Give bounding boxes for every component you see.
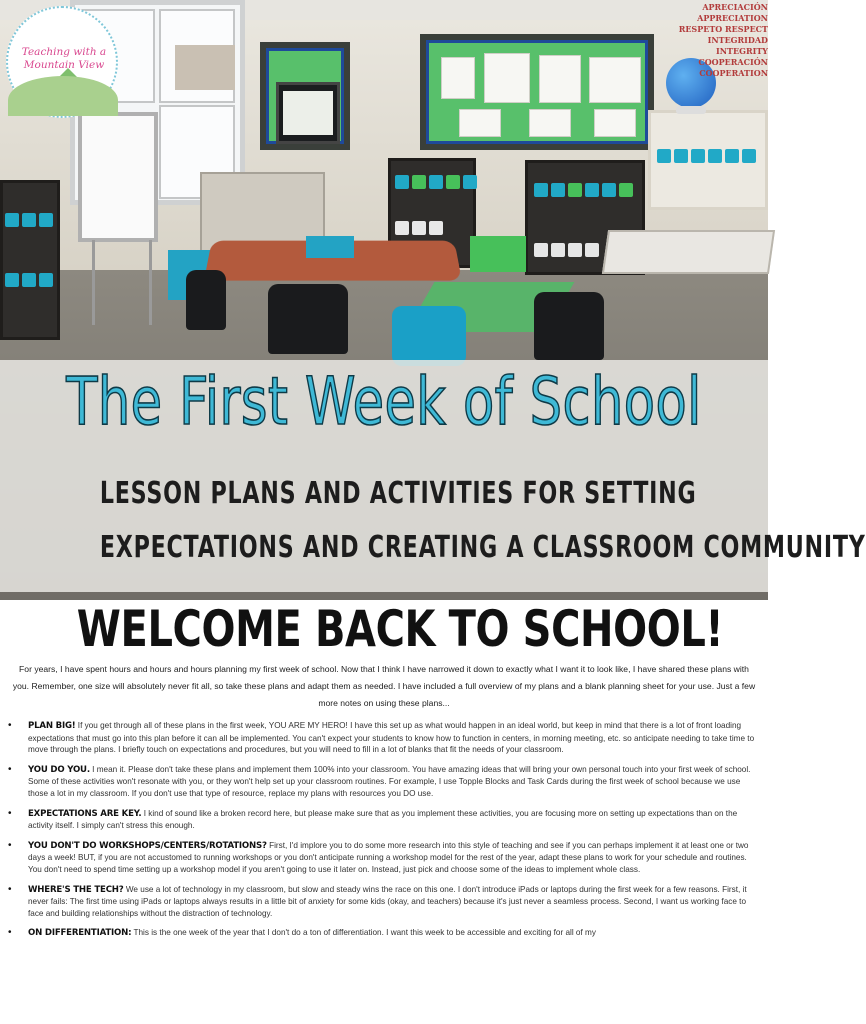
easel-legs [92, 240, 152, 325]
list-item [8, 764, 760, 800]
window-house [175, 45, 235, 90]
chair [268, 284, 348, 354]
page-headline: WELCOME BACK TO SCHOOL! [76, 600, 724, 658]
bullet-icon: • [8, 883, 12, 895]
globe-base [676, 106, 706, 114]
note-text: If you get through all of these plans in the first week, YOU ARE MY HERO! I have this set up as what would happen in an ideal world, but keep in mind that there is a lot of front loading expectations that must go into this plan before it can all be implemented. You can't expect your students to know how to function in centers, in morning meeting, etc. so anticipate needing to take time to move through the plans. I briefly touch on expectations and procedures, but you will need to fill in a lot of blanks that fit the needs of your classroom. [28, 721, 755, 755]
note-heading: PLAN BIG! [28, 721, 76, 731]
list-item [8, 840, 760, 876]
note-heading: YOU DON'T DO WORKSHOPS/CENTERS/ROTATIONS? [28, 840, 267, 851]
wall-word: COOPERATION [699, 68, 768, 78]
brand-logo [6, 6, 118, 118]
note-heading: YOU DO YOU. [28, 764, 90, 775]
list-item [8, 808, 760, 832]
notes-list [8, 720, 760, 948]
wall-words [672, 2, 768, 79]
list-item [8, 720, 760, 756]
intro-paragraph: For years, I have spent hours and hours and hours planning my first week of school. Now that I think I have narrowed it down to exactly what I want it to look like, I have shared these plans with you. Remember, one size will absolutely never fit all, so take these plans and adapt them as needed. I have included a full overview of my plans and a blank planning sheet for your use. Just a few more notes on using these plans... [12, 664, 756, 708]
bullet-icon: • [8, 839, 12, 851]
white-shelf [648, 110, 768, 210]
banner-title: The First Week of School [66, 363, 702, 440]
wall-word: APPRECIATION [697, 13, 768, 23]
wall-word: RESPETO RESPECT [678, 24, 768, 34]
wall-word: COOPERACIÓN [698, 57, 768, 67]
note-text: We use a lot of technology in my classroom, but slow and steady wins the race on this one. I don't introduce iPads or laptops during the first week for a few reasons. First, it never fails: The first time using iPads or laptops always results in a little bit of anxiety for some kids (okay, and teachers) because it's just never a seamless process. Second, I want us working face to face and building relationships without the distraction of technology. [28, 884, 747, 918]
note-text: I mean it. Please don't take these plans and implement them 100% into your classroom. You have amazing ideas that will bring your own personal touch into your first week of school. Some of these activities won't resonate with you, or they won't help set up your classroom routines. For example, I use Topple Blocks and Task Cards during the first week of school because we use those a lot in my classroom. If you don't use that type of resource, replace my plans with resources you DO use. [28, 764, 751, 798]
bullet-icon: • [8, 763, 12, 775]
list-item [8, 884, 760, 920]
chair [186, 270, 226, 330]
table-caddy [306, 236, 354, 258]
student-desk [602, 230, 775, 274]
bookshelf [0, 180, 60, 340]
logo-line1: Teaching with a [21, 46, 107, 58]
bullet-icon: • [8, 807, 12, 819]
wall-tv [276, 82, 340, 144]
list-item [8, 927, 760, 940]
large-bulletin-board [420, 34, 654, 150]
wall-word: INTEGRIDAD INTEGRITY [707, 35, 768, 56]
banner-subtitle-line2: EXPECTATIONS AND CREATING A CLASSROOM COMMUNITY [99, 530, 866, 565]
green-crate [470, 236, 526, 272]
banner-subtitle-line1: LESSON PLANS AND ACTIVITIES FOR SETTING [99, 476, 697, 511]
note-text: I kind of sound like a broken record here, but please make sure that as you implement these activities, you are focusing more on setting up expectations than on the activity itself. I simply can't stress this enough. [28, 808, 738, 831]
bullet-icon: • [8, 927, 12, 939]
note-heading: WHERE'S THE TECH? [28, 884, 124, 895]
logo-line2: Mountain View [23, 59, 105, 71]
note-text: First, I'd implore you to do some more research into this style of teaching and see if you can perhaps implement it at least one or two days a week! BUT, if you are not accustomed to running workshops or you don't anticipate running a workshop model for the rest of the year, adapt these plans to work for your schedule and routines. You don't need to spend time setting up a workshop model if you aren't going to use it later on. Instead, just pick and choose some of the ideas to implement whole class. [28, 840, 749, 874]
bullet-icon: • [8, 720, 12, 731]
hills-icon [8, 76, 118, 116]
note-heading: ON DIFFERENTIATION: [28, 928, 132, 939]
note-heading: EXPECTATIONS ARE KEY. [28, 808, 142, 819]
whiteboard-easel [78, 112, 158, 242]
note-text: This is the one week of the year that I don't do a ton of differentiation. I want this week to be accessible and exciting for all of my [131, 928, 596, 938]
chair [534, 292, 604, 360]
wall-word: APRECIACIÓN [702, 2, 768, 12]
